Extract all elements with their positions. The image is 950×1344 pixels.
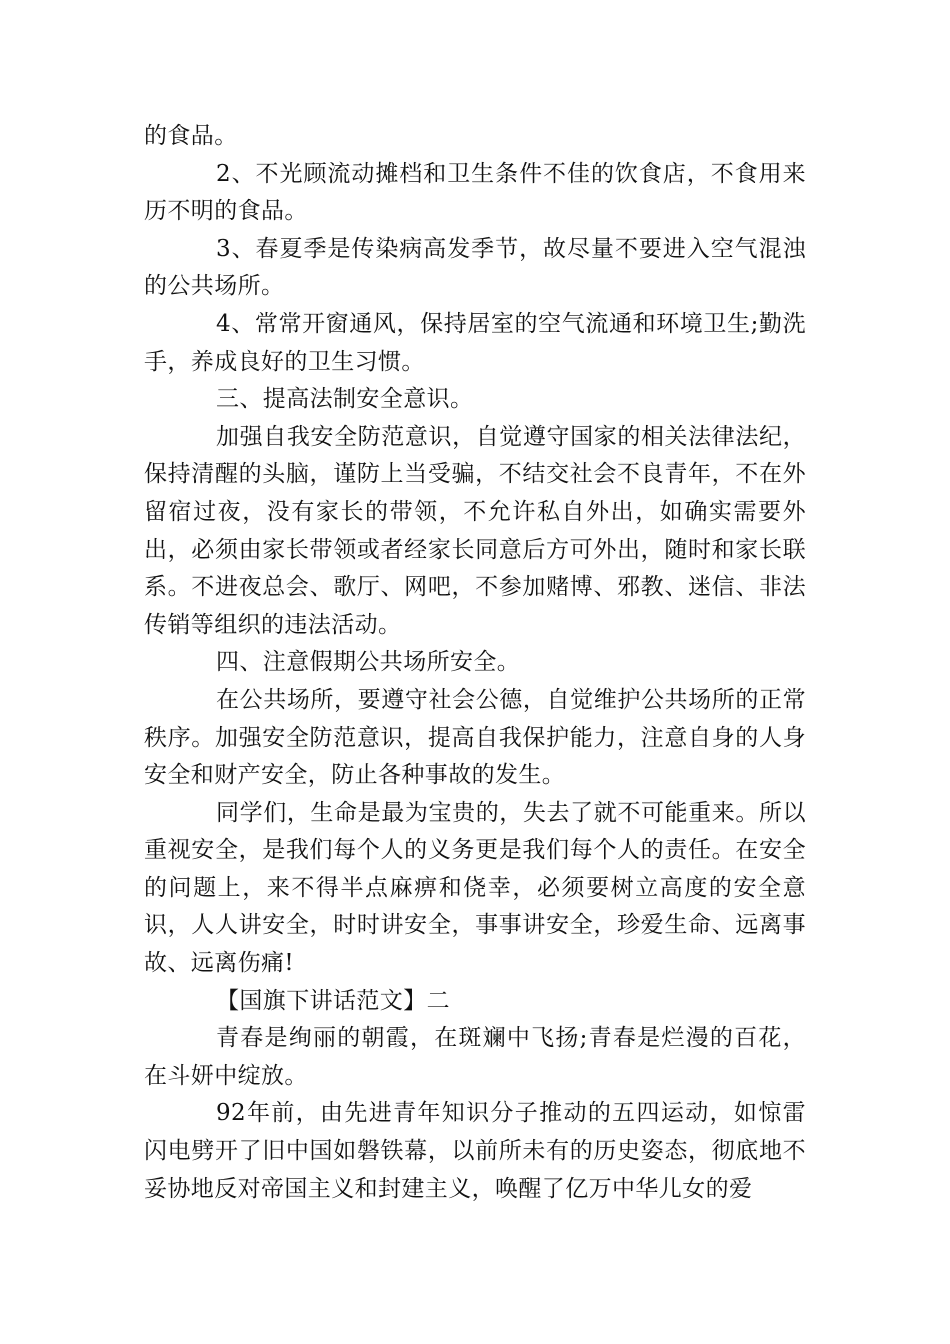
paragraph-0: 的食品。 <box>144 123 238 149</box>
paragraph-10: 青春是绚丽的朝霞，在斑斓中飞扬;青春是烂漫的百花，在斗妍中绽放。 <box>144 1025 806 1089</box>
paragraph-1: 2、不光顾流动摊档和卫生条件不佳的饮食店，不食用来历不明的食品。 <box>144 160 806 225</box>
document-body <box>144 118 806 1208</box>
speech-title-2: 【国旗下讲话范文】二 <box>216 987 450 1014</box>
section-heading-3: 三、提高法制安全意识。 <box>216 386 474 413</box>
paragraph-5: 加强自我安全防范意识，自觉遵守国家的相关法律法纪，保持清醒的头脑，谨防上当受骗，不结交社会不良青年，不在外留宿过夜，没有家长的带领，不允许私自外出，如确实需要外出，必须由家长带领或者经家长同意后方可外出，随时和家长联系。不进夜总会、歌厅、网吧，不参加赌博、邪教、迷信、非法传销等组织的违法活动。 <box>144 423 806 638</box>
paragraph-7: 在公共场所，要遵守社会公德，自觉维护公共场所的正常秩序。加强安全防范意识，提高自我保护能力，注意自身的人身安全和财产安全，防止各种事故的发生。 <box>144 686 806 789</box>
paragraph-2: 3、春夏季是传染病高发季节，故尽量不要进入空气混浊的公共场所。 <box>144 235 806 300</box>
paragraph-8: 同学们，生命是最为宝贵的，失去了就不可能重来。所以重视安全，是我们每个人的义务更是我们每个人的责任。在安全的问题上，来不得半点麻痹和侥幸，必须要树立高度的安全意识，人人讲安全，时时讲安全，事事讲安全，珍爱生命、远离事故、远离伤痛! <box>144 799 806 977</box>
paragraph-3: 4、常常开窗通风，保持居室的空气流通和环境卫生;勤洗手，养成良好的卫生习惯。 <box>144 310 806 375</box>
paragraph-11: 92年前，由先进青年知识分子推动的五四运动，如惊雷闪电劈开了旧中国如磐铁幕，以前所未有的历史姿态，彻底地不妥协地反对帝国主义和封建主义，唤醒了亿万中华儿女的爱 <box>144 1100 806 1202</box>
section-heading-4: 四、注意假期公共场所安全。 <box>216 649 521 676</box>
